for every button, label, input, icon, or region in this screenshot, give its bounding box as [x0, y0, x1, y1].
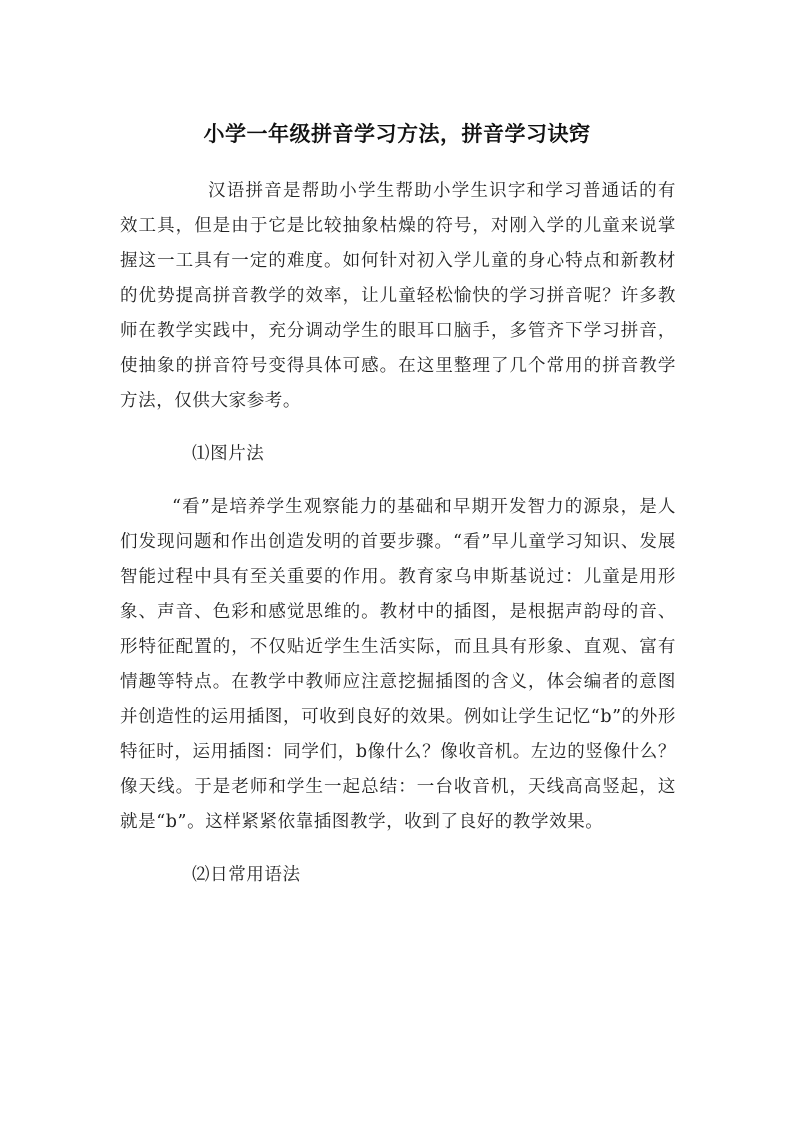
picture-method-paragraph: “看”是培养学生观察能力的基础和早期开发智力的源泉，是人们发现问题和作出创造发明的首要步骤。“看”早儿童学习知识、发展智能过程中具有至关重要的作用。教育家乌申斯基说过：儿童是用形象、声音、色彩和感觉思维的。教材中的插图，是根据声韵母的音、形特征配置的，不仅贴近学生生活实际，而且具有形象、直观、富有情趣等特点。在教学中教师应注意挖掘插图的含义，体会编者的意图并创造性的运用插图，可收到良好的效果。例如让学生记忆“b”的外形特征时，运用插图：同学们，b像什么？像收音机。左边的竖像什么？像天线。于是老师和学生一起总结：一台收音机，天线高高竖起，这就是“b”。这样紧紧依靠插图教学，收到了良好的教学效果。	[120, 497, 676, 832]
document-body	[120, 174, 676, 911]
intro-paragraph: 汉语拼音是帮助小学生帮助小学生识字和学习普通话的有效工具，但是由于它是比较抽象枯燥的符号，对刚入学的儿童来说掌握这一工具有一定的难度。如何针对初入学儿童的身心特点和新教材的优势提高拼音教学的效率，让儿童轻松愉快的学习拼音呢？许多教师在教学实践中，充分调动学生的眼耳口脑手，多管齐下学习拼音，使抽象的拼音符号变得具体可感。在这里整理了几个常用的拼音教学方法，仅供大家参考。	[120, 181, 676, 411]
section-heading-picture-method: ⑴图片法	[192, 444, 265, 464]
document-title: 小学一年级拼音学习方法，拼音学习诀窍	[203, 122, 591, 146]
section-heading-daily-language-method: ⑵日常用语法	[192, 865, 301, 885]
